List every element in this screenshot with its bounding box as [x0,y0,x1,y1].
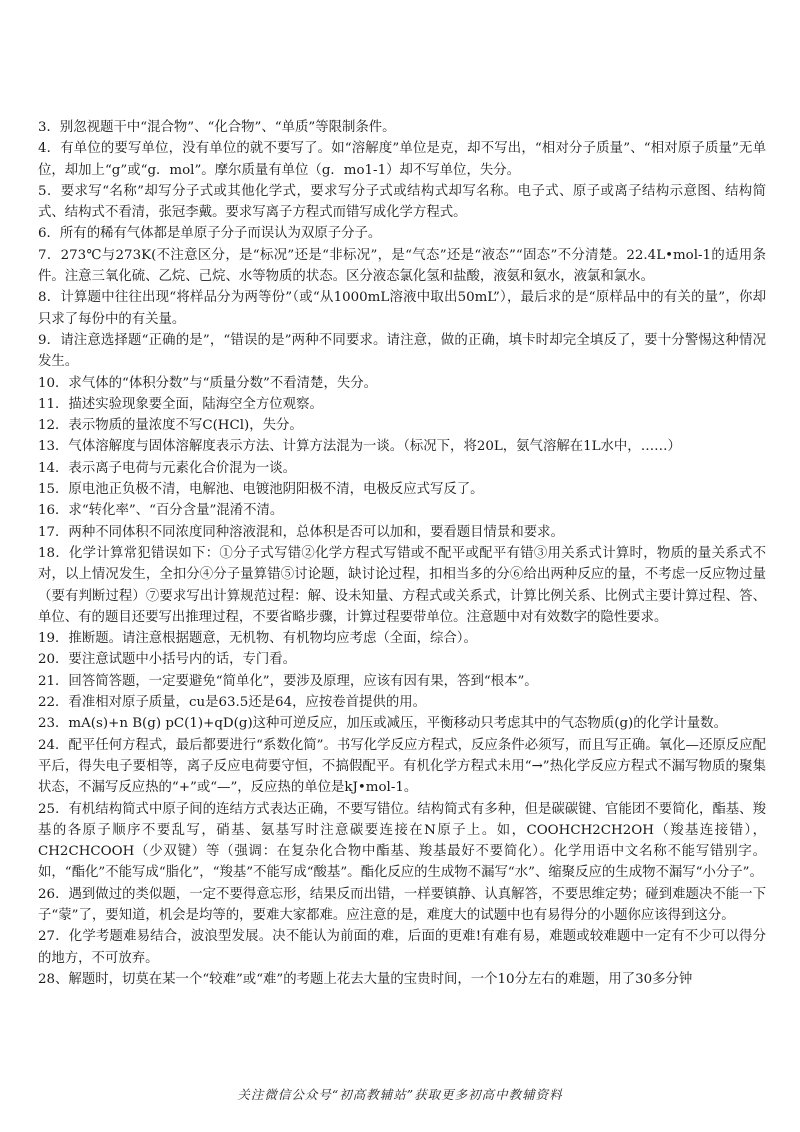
note-item-25: 25．有机结构简式中原子间的连结方式表达正确，不要写错位。结构简式有多种，但是碳碳键、官能团不要简化，酯基、羧基的各原子顺序不要乱写，硝基、氨基写时注意碳要连接在N原子上。如，COOHCH2CH2OH（羧基连接错），CH2CHCOOH（少双键）等（强调：在复杂化合物中酯基、羧基最好不要简化）。化学用语中文名称不能写错别字。如，“酯化”不能写成“脂化”，“羧基”不能写成“酸基”。酯化反应的生成物不漏写“水”、缩聚反应的生成物不漏写“小分子”。 [38,801,766,881]
note-item-5: 5．要求写“名称”却写分子式或其他化学式，要求写分子式或结构式却写名称。电子式、原子或离子结构示意图、结构简式、结构式不看清，张冠李戴。要求写离子方程式而错写成化学方程式。 [38,183,766,221]
note-item-14: 14．表示离子电荷与元素化合价混为一谈。 [38,460,297,476]
note-item-19: 19．推断题。请注意根据题意，无机物、有机物均应考虑（全面，综合）。 [38,631,477,647]
note-item-9: 9．请注意选择题“正确的是”，“错误的是”两种不同要求。请注意，做的正确，填卡时却完全填反了，要十分警惕这种情况发生。 [38,332,766,370]
note-item-6: 6．所有的稀有气体都是单原子分子而误认为双原子分子。 [38,226,382,242]
page-footer: 关注微信公众号“初高教辅站”获取更多初高中教辅资料 [237,1087,563,1102]
note-item-8: 8．计算题中往往出现“将样品分为两等份”（或“从1000mL溶液中取出50mL”），最后求的是“原样品中的有关的量”，你却只求了每份中的有关量。 [38,290,766,327]
note-item-13: 13．气体溶解度与固体溶解度表示方法、计算方法混为一谈。（标况下，将20L，氨气溶解在1L水中，……） [38,439,681,455]
note-item-11: 11．描述实验现象要全面，陆海空全方位观察。 [38,396,323,412]
note-item-22: 22．看准相对原子质量，cu是63.5还是64，应按卷首提供的用。 [38,695,426,711]
note-item-17: 17．两种不同体积不同浓度同种溶液混和，总体积是否可以加和，要看题目情景和要求。 [38,524,564,540]
note-item-28: 28、解题时，切莫在某一个“较难”或“难”的考题上花去大量的宝贵时间，一个10分左右的难题，用了30多分钟 [38,971,693,987]
note-item-16: 16．求“转化率”、“百分含量”混淆不清。 [38,503,284,519]
note-item-24: 24．配平任何方程式，最后都要进行“系数化简”。书写化学反应方程式，反应条件必须写，而且写正确。氧化—还原反应配平后，得失电子要相等，离子反应电荷要守恒，不搞假配平。有机化学方程式未用“→”热化学反应方程式不漏写物质的聚集状态，不漏写反应热的“+”或“—”，反应热的单位是kJ•mol-1。 [38,737,766,796]
note-item-7: 7．273℃与273K(不注意区分，是“标况”还是“非标况”，是“气态”还是“液态”“固态”不分清楚。22.4L•mol-1的适用条件。注意三氧化硫、乙烷、己烷、水等物质的状态。区分液态氯化氢和盐酸，液氨和氨水，液氯和氯水。 [38,247,766,285]
note-item-4: 4．有单位的要写单位，没有单位的就不要写了。如“溶解度”单位是克，却不写出，“相对分子质量”、“相对原子质量”无单位，却加上“g”或“g．mol”。摩尔质量有单位（g．mo1-1）却不写单位，失分。 [38,141,766,178]
note-item-15: 15．原电池正负极不清，电解池、电镀池阴阳极不清，电极反应式写反了。 [38,482,484,498]
note-item-27: 27．化学考题难易结合，波浪型发展。决不能认为前面的难，后面的更难!有难有易，难题或较难题中一定有不少可以得分的地方，不可放弃。 [38,929,766,966]
note-item-18: 18．化学计算常犯错误如下：①分子式写错②化学方程式写错或不配平或配平有错③用关系式计算时，物质的量关系式不对，以上情况发生，全扣分④分子量算错⑤讨论题，缺讨论过程，扣相当多的分⑥给出两种反应的量，不考虑一反应物过量（要有判断过程）⑦要求写出计算规范过程：解、设未知量、方程式或关系式，计算比例关系、比例式主要计算过程、答、单位、有的题目还要写出推理过程，不要省略步骤，计算过程要带单位。注意题中对有效数字的隐性要求。 [38,545,766,625]
note-item-21: 21．回答简答题，一定要避免“简单化”，要涉及原理，应该有因有果，答到“根本”。 [38,673,538,689]
note-item-3: 3．别忽视题干中“混合物”、“化合物”、“单质”等限制条件。 [38,120,396,135]
note-item-10: 10．求气体的“体积分数”与“质量分数”不看清楚，失分。 [38,375,378,391]
note-item-26: 26．遇到做过的类似题，一定不要得意忘形，结果反而出错，一样要镇静、认真解答，不要思维定势；碰到难题决不能一下子“蒙”了，要知道，机会是均等的，要难大家都难。应注意的是，难度大的试题中也有易得分的小题你应该得到这分。 [38,886,766,923]
note-item-12: 12．表示物质的量浓度不写C(HCl)，失分。 [38,418,303,434]
notes-list [38,117,766,990]
note-item-23: 23．mA(s)+n B(g) pC(1)+qD(g)这种可逆反应，加压或减压，平衡移动只考虑其中的气态物质(g)的化学计量数。 [38,716,727,732]
note-item-20: 20．要注意试题中小括号内的话，专门看。 [38,652,297,668]
